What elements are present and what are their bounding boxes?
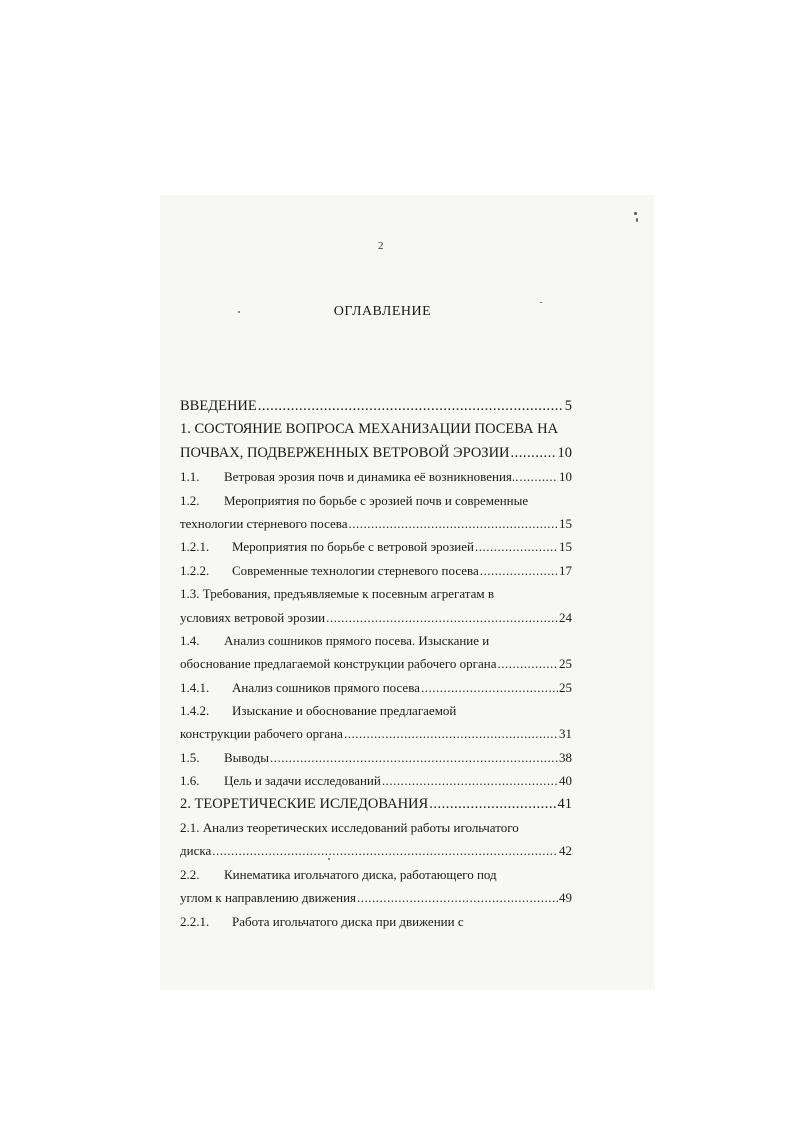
toc-entry-label: Кинематика игольчатого диска, работающего под [224,866,497,882]
toc-entry-label: Мероприятия по борьбе с эрозией почв и современные [224,492,529,508]
toc-entry-1-2-1 [180,535,572,558]
toc-page-number: 49 [559,890,572,906]
leader-dots [480,559,558,582]
toc-entry-label: Выводы [224,749,269,765]
scan-speck [634,212,637,215]
toc-entry-label: углом к направлению движения [180,890,357,906]
leader-dots [519,465,558,488]
toc-page-number: 15 [559,515,572,531]
toc-entry-number: 1.4. [180,632,200,648]
toc-entry-1-5 [180,746,572,769]
toc-entry-label: Работа игольчатого диска при движении с [232,913,464,929]
toc-page-number: 10 [557,444,572,461]
toc-entry-label: ВВЕДЕНИЕ [180,398,257,414]
page-number: 2 [378,240,384,252]
toc-entry-label: обоснование предлагаемой конструкции рабочего органа [180,656,497,672]
toc-entry-label: Изыскание и обоснование предлагаемой [232,703,457,719]
toc-page-number: 38 [559,749,572,765]
toc-entry-section-1-cont [180,442,572,465]
toc-entry-number: 2.2. [180,866,200,882]
scan-speck [540,302,542,303]
toc-entry-1-4-cont [180,652,572,675]
toc-entry-label: Ветровая эрозия почв и динамика её возникновения.. [224,469,519,485]
page-title: ОГЛАВЛЕНИЕ [333,304,432,319]
toc-entry-2-2-cont [180,886,572,909]
toc-entry-label: технологии стерневого посева [180,515,348,531]
toc-entry-intro [180,395,572,418]
toc-entry-number: 1.4.1. [180,679,210,695]
leader-dots [475,535,558,558]
toc-entry-2-1-cont [180,839,572,862]
toc-page-number: 41 [557,795,572,812]
leader-dots [344,722,558,745]
toc-entry-label: 2. ТЕОРЕТИЧЕСКИЕ ИСЛЕДОВАНИЯ [180,795,429,812]
leader-dots [349,512,558,535]
leader-dots [357,886,558,909]
toc-page-number: 24 [559,609,572,625]
toc-entry-label: Анализ сошников прямого посева [232,679,420,695]
toc-entry-1-4-2 [180,699,572,722]
toc-entry-1-2 [180,489,572,512]
toc-page-number: 42 [559,843,572,859]
toc-entry-label: 1.3. Требования, предъявляемые к посевным агрегатам в [180,586,494,602]
leader-dots [326,606,558,629]
leader-dots [429,793,556,816]
toc-entry-label: конструкции рабочего органа [180,726,343,742]
toc-entry-1-2-cont [180,512,572,535]
toc-page-number: 25 [559,679,572,695]
toc-page-number: 40 [559,773,572,789]
toc-entry-number: 1.2.1. [180,539,210,555]
toc-entry-number: 2.2.1. [180,913,210,929]
toc-page-number: 15 [559,539,572,555]
toc-entry-label: условиях ветровой эрозии [180,609,326,625]
leader-dots [270,746,558,769]
toc-page-number: 25 [559,656,572,672]
toc-entry-1-2-2 [180,559,572,582]
toc-page-number: 10 [559,469,572,485]
toc-entry-label: диска [180,843,212,859]
toc-entry-label: 2.1. Анализ теоретических исследований работы игольчатого [180,820,519,836]
toc-entry-1-4-1 [180,676,572,699]
table-of-contents [180,395,572,933]
leader-dots [258,395,564,418]
toc-entry-number: 1.6. [180,773,200,789]
toc-entry-label: Анализ сошников прямого посева. Изыскание и [224,632,490,648]
toc-page-number: 31 [559,726,572,742]
toc-entry-1-4-2-cont [180,722,572,745]
toc-entry-number: 1.2.2. [180,562,210,578]
toc-entry-label: Мероприятия по борьбе с ветровой эрозией [232,539,474,555]
leader-dots [511,442,557,465]
leader-dots [421,676,558,699]
leader-dots [212,839,558,862]
toc-entry-2-2 [180,863,572,886]
toc-entry-label: Цель и задачи исследований [224,773,381,789]
leader-dots [498,652,558,675]
toc-entry-label: 1. СОСТОЯНИЕ ВОПРОСА МЕХАНИЗАЦИИ ПОСЕВА НА [180,421,559,438]
toc-entry-1-3 [180,582,572,605]
toc-entry-2-1 [180,816,572,839]
toc-entry-1-6 [180,769,572,792]
toc-entry-number: 1.1. [180,469,200,485]
toc-entry-section-2 [180,793,572,816]
toc-entry-2-2-1 [180,910,572,933]
toc-entry-number: 1.5. [180,749,200,765]
toc-page-number: 17 [559,562,572,578]
toc-entry-label: Современные технологии стерневого посева [232,562,479,578]
leader-dots [382,769,558,792]
toc-entry-section-1 [180,418,572,441]
toc-entry-1-1 [180,465,572,488]
toc-entry-1-4 [180,629,572,652]
toc-entry-1-3-cont [180,606,572,629]
toc-page-number: 5 [564,398,572,414]
toc-entry-label: ПОЧВАХ, ПОДВЕРЖЕННЫХ ВЕТРОВОЙ ЭРОЗИИ [180,444,510,461]
toc-entry-number: 1.4.2. [180,703,210,719]
toc-entry-number: 1.2. [180,492,200,508]
scan-speck [636,218,638,222]
